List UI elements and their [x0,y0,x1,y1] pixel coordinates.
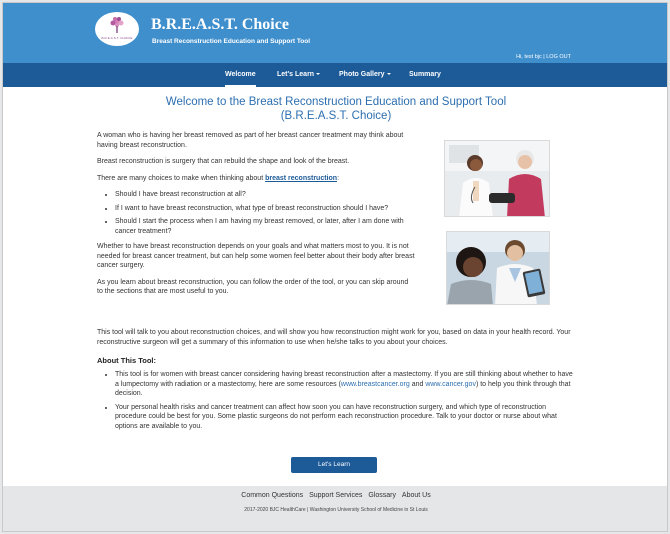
breastcancer-org-link[interactable]: www.breastcancer.org [340,380,410,388]
breast-reconstruction-link[interactable]: breast reconstruction [265,174,338,182]
navigation-paragraph: As you learn about breast reconstruction, you can follow the order of the tool, or you can skip around to the sections that are most useful to you. [97,278,409,295]
footer [3,486,668,532]
cancer-gov-link[interactable]: www.cancer.gov [425,380,476,388]
footer-link-common-questions[interactable]: Common Questions [241,492,304,499]
about-heading: About This Tool: [97,356,157,365]
definition-paragraph: Breast reconstruction is surgery that can rebuild the shape and look of the breast. [97,158,350,165]
page-title-line2: (B.R.E.A.S.T. Choice) [280,110,392,122]
intro-paragraph: A woman who is having her breast removed as part of her breast cancer treatment may think about having breast reconstruction. [97,132,404,149]
tree-icon [107,15,127,35]
choices-suffix: : [337,174,340,182]
footer-link-support-services[interactable]: Support Services [309,492,363,499]
nav-summary[interactable] [409,63,441,87]
chevron-down-icon [316,73,320,75]
list-item: • If I want to have breast reconstruction, what type of breast reconstruction should I have? [115,204,415,214]
site-title: B.R.E.A.S.T. Choice [151,16,289,33]
page [2,2,668,532]
lets-learn-button[interactable]: Let's Learn [291,457,377,473]
nav-summary-label: Summary [409,71,441,78]
footer-link-about-us[interactable]: About Us [401,492,431,499]
doctor-patient-image [445,141,550,217]
footer-links [3,492,668,499]
about-list [97,370,577,431]
copyright: 2017-2020 BJC HealthCare | Washington University School of Medicine in St Louis [244,507,428,513]
intro-content [97,131,415,304]
footer-link-glossary[interactable]: Glossary [368,492,396,499]
nav-welcome[interactable] [225,63,256,87]
list-item: • Should I have breast reconstruction at all? [115,190,415,200]
nav-photo-gallery-label: Photo Gallery [339,71,385,78]
list-item [115,370,577,399]
site-subtitle: Breast Reconstruction Education and Support Tool [152,38,311,45]
list-item: • Should I start the process when I am having my breast removed, or later, after I am done with cancer treatment? [115,217,415,236]
nav-lets-learn-label: Let's Learn [277,71,315,78]
logo[interactable] [95,12,139,46]
about-content [97,370,577,435]
chevron-down-icon [387,73,391,75]
nav-welcome-label: Welcome [225,71,256,78]
about1-suffix: ) to help you think through that decision. [115,380,571,397]
choices-paragraph [97,174,415,184]
main-nav [3,63,668,87]
choices-prefix: There are many choices to make when thinking about [97,174,266,182]
nav-lets-learn[interactable] [277,63,320,87]
about1-mid: and [409,380,426,388]
page-title [3,95,668,123]
about1-prefix: This tool is for women with breast cancer considering having breast reconstruction after a mastectomy. If you are still thinking about whether to have a lumpectomy with radiation or a mastectomy, here are some resources ( [115,371,573,388]
health-record-paragraph: This tool will talk to you about reconstruction choices, and will show you how reconstruction might work for you, based on data in your health record. Your reconstructive surgeon will get a summary of this information to use when he/she talks to you about your choices. [97,329,571,346]
header [3,3,668,63]
doctor-tablet-image [447,232,550,305]
logo-text: B.R.E.A.S.T. CHOICE [101,36,133,40]
user-logout-link[interactable]: Hi, test bjc | LOG OUT [516,54,571,60]
doctor-tablet-photo [446,231,550,305]
questions-list [97,190,415,236]
doctor-patient-photo [444,140,550,217]
page-title-line1: Welcome to the Breast Reconstruction Education and Support Tool [165,96,507,108]
nav-photo-gallery[interactable] [339,63,391,87]
list-item: • Your personal health risks and cancer treatment can affect how soon you can have reconstruction surgery, and which type of reconstruction procedure could be best for you. Some plastic surgeons do not perform each reconstruction procedure. Talk to your doctor or nurse about what options are available to you. [115,403,577,432]
goals-paragraph: Whether to have breast reconstruction depends on your goals and what matters most to you. It is not needed for breast cancer treatment, but can help some women feel better about their body after breast cancer surgery. [97,243,415,269]
